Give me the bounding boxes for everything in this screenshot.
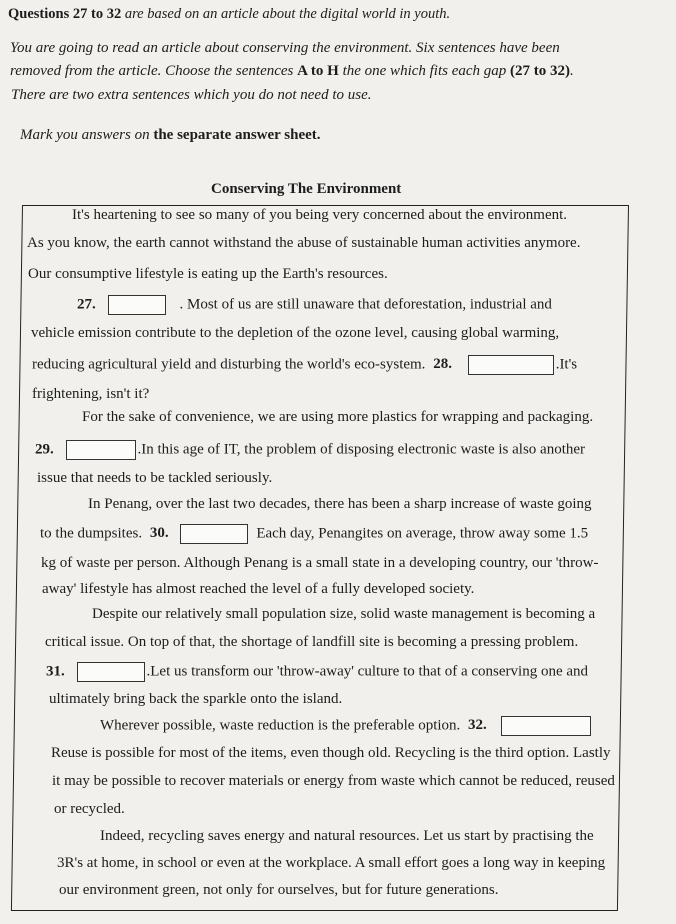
instruction-text: removed from the article. Choose the sentences bbox=[10, 63, 298, 79]
question-header-text: are based on an article about the digital world in youth. bbox=[121, 6, 451, 22]
answer-gap-29[interactable] bbox=[66, 440, 136, 460]
article-text: .Let us transform our 'throw-away' culture to that of a conserving one and bbox=[146, 663, 589, 680]
question-range: Questions 27 to 32 bbox=[8, 6, 122, 22]
answer-gap-30[interactable] bbox=[180, 524, 248, 544]
article-line bbox=[35, 440, 585, 460]
article-line: our environment green, not only for ourselves, but for future generations. bbox=[59, 882, 499, 898]
article-line: issue that needs to be tackled seriously. bbox=[37, 470, 273, 486]
instruction-text: the one which fits each gap bbox=[338, 63, 511, 79]
gap-range: (27 to 32) bbox=[510, 63, 571, 79]
article-line: It's heartening to see so many of you being very concerned about the environment. bbox=[72, 207, 568, 223]
instruction-line-1: You are going to read an article about conserving the environment. Six sentences have been bbox=[10, 40, 560, 56]
article-line: For the sake of convenience, we are using more plastics for wrapping and packaging. bbox=[82, 409, 594, 425]
article-line: ultimately bring back the sparkle onto the island. bbox=[49, 691, 343, 707]
article-text: to the dumpsites. bbox=[40, 525, 143, 542]
article-line: Reuse is possible for most of the items, even though old. Recycling is the third option. Lastly bbox=[51, 745, 611, 761]
article-line bbox=[100, 716, 591, 736]
article-title: Conserving The Environment bbox=[211, 181, 402, 197]
instruction-text: . bbox=[570, 63, 574, 79]
instruction-text: Mark you answers on bbox=[20, 127, 154, 143]
article-line: frightening, isn't it? bbox=[32, 386, 150, 402]
article-line: kg of waste per person. Although Penang is a small state in a developing country, our 'throw- bbox=[41, 555, 599, 571]
question-number-32: 32. bbox=[468, 717, 487, 734]
article-line: vehicle emission contribute to the depletion of the ozone level, causing global warming, bbox=[31, 325, 560, 341]
option-range: A to H bbox=[297, 63, 339, 79]
article-line bbox=[40, 524, 588, 544]
question-number-29: 29. bbox=[35, 441, 54, 458]
article-text: . Most of us are still unaware that deforestation, industrial and bbox=[179, 296, 552, 313]
article-text: Wherever possible, waste reduction is the preferable option. bbox=[100, 717, 461, 734]
question-header bbox=[8, 6, 450, 23]
article-line: away' lifestyle has almost reached the level of a fully developed society. bbox=[42, 581, 475, 597]
article-line: In Penang, over the last two decades, there has been a sharp increase of waste going bbox=[88, 496, 592, 512]
answer-sheet-label: the separate answer sheet. bbox=[153, 127, 321, 143]
article-line: Our consumptive lifestyle is eating up the Earth's resources. bbox=[28, 266, 388, 282]
instruction-line-2 bbox=[10, 63, 574, 80]
answer-gap-28[interactable] bbox=[468, 355, 554, 375]
article-text: Each day, Penangites on average, throw away some 1.5 bbox=[256, 525, 589, 542]
question-number-31: 31. bbox=[46, 663, 65, 680]
article-line bbox=[77, 295, 552, 315]
article-line: As you know, the earth cannot withstand the abuse of sustainable human activities anymore. bbox=[27, 235, 581, 251]
article-line: critical issue. On top of that, the shortage of landfill site is becoming a pressing problem. bbox=[45, 634, 579, 650]
article-line: Indeed, recycling saves energy and natural resources. Let us start by practising the bbox=[100, 828, 594, 844]
article-line bbox=[46, 662, 588, 682]
article-line: Despite our relatively small population size, solid waste management is becoming a bbox=[92, 606, 596, 622]
article-text: .It's bbox=[555, 356, 578, 373]
answer-gap-31[interactable] bbox=[77, 662, 145, 682]
article-text: reducing agricultural yield and disturbing the world's eco-system. bbox=[32, 356, 426, 373]
answer-sheet-instruction bbox=[20, 127, 321, 144]
article-line: it may be possible to recover materials or energy from waste which cannot be reduced, reused bbox=[52, 773, 615, 789]
question-number-27: 27. bbox=[77, 296, 96, 313]
article-text: .In this age of IT, the problem of disposing electronic waste is also another bbox=[137, 441, 586, 458]
article-line: 3R's at home, in school or even at the workplace. A small effort goes a long way in keeping bbox=[57, 855, 606, 871]
answer-gap-27[interactable] bbox=[108, 295, 166, 315]
question-number-28: 28. bbox=[433, 356, 452, 373]
question-number-30: 30. bbox=[149, 525, 169, 542]
answer-gap-32[interactable] bbox=[501, 716, 591, 736]
article-line bbox=[32, 355, 577, 375]
instruction-line-3: There are two extra sentences which you do not need to use. bbox=[11, 87, 372, 103]
article-line: or recycled. bbox=[54, 801, 125, 817]
